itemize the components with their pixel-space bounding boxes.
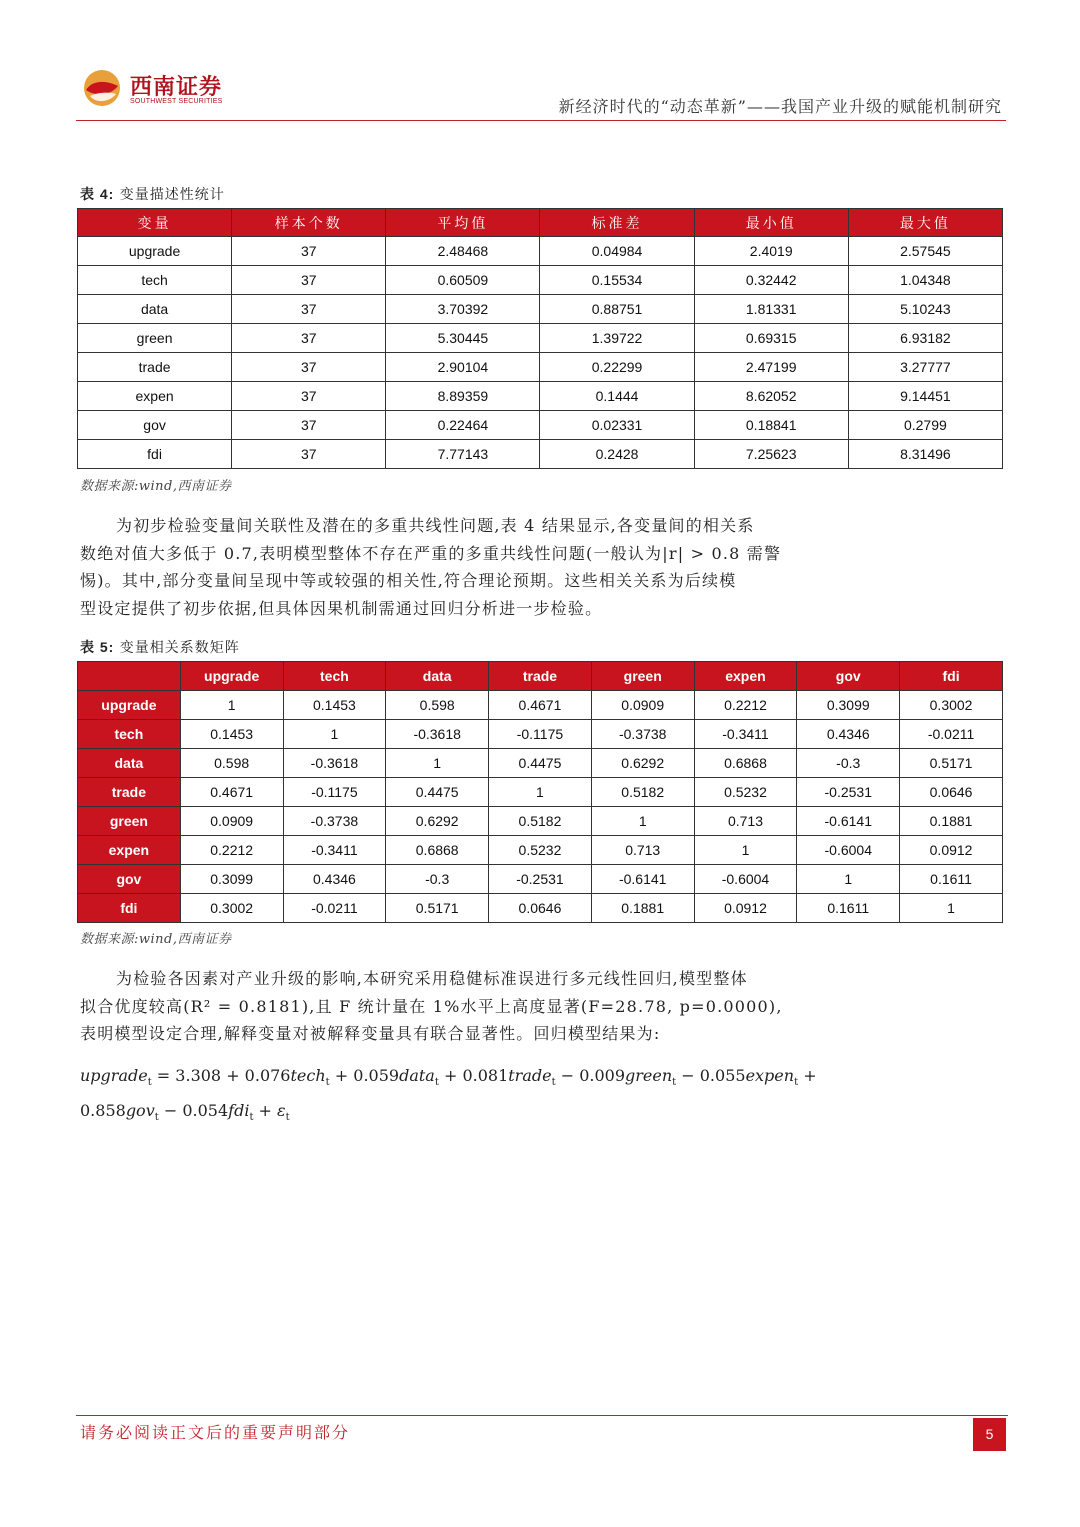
table-cell: 0.0646 bbox=[489, 894, 592, 923]
table-header-cell: trade bbox=[489, 662, 592, 691]
table-cell: -0.3411 bbox=[694, 720, 797, 749]
paragraph-line: 型设定提供了初步依据,但具体因果机制需通过回归分析进一步检验。 bbox=[80, 598, 603, 618]
table-cell: -0.6141 bbox=[591, 865, 694, 894]
disclaimer-notice: 请务必阅读正文后的重要声明部分 bbox=[80, 1423, 351, 1442]
table-cell: 0.4671 bbox=[180, 778, 283, 807]
table-cell: 0.2212 bbox=[180, 836, 283, 865]
row-label-cell: fdi bbox=[78, 440, 232, 469]
table-header-cell: 变量 bbox=[78, 209, 232, 237]
table-cell: 0.1881 bbox=[591, 894, 694, 923]
table-cell: 37 bbox=[232, 295, 386, 324]
table-cell: 0.5182 bbox=[489, 807, 592, 836]
row-label-cell: trade bbox=[78, 778, 181, 807]
table-row bbox=[78, 353, 1003, 382]
row-label-cell: tech bbox=[78, 266, 232, 295]
table4-caption bbox=[80, 184, 225, 204]
table-cell: 37 bbox=[232, 382, 386, 411]
table-cell: 0.4475 bbox=[489, 749, 592, 778]
table-cell: 0.18841 bbox=[694, 411, 848, 440]
table4-caption-prefix: 表 4: bbox=[80, 186, 115, 202]
row-label-cell: expen bbox=[78, 836, 181, 865]
table-cell: 37 bbox=[232, 266, 386, 295]
table-cell: 0.0912 bbox=[694, 894, 797, 923]
paragraph-regression bbox=[80, 965, 820, 1048]
table-cell: 0.2212 bbox=[694, 691, 797, 720]
table-row bbox=[78, 807, 1003, 836]
table-cell: 0.88751 bbox=[540, 295, 694, 324]
table-cell: 1 bbox=[591, 807, 694, 836]
table-cell: 0.1453 bbox=[283, 691, 386, 720]
table-cell: 8.31496 bbox=[848, 440, 1002, 469]
table-cell: 8.89359 bbox=[386, 382, 540, 411]
table-cell: -0.2531 bbox=[489, 865, 592, 894]
equation-lhs: upgrade$_t$ bbox=[80, 1066, 152, 1089]
equation-line: upgrade$_t$ = 3.308 + 0.076tech$_t$ + 0.059data$_t$ + 0.081trade$_t$ − 0.009green$_t$ − 0.055expen$_t$ + bbox=[80, 1066, 817, 1089]
table-cell: 3.27777 bbox=[848, 353, 1002, 382]
table-cell: 0.1611 bbox=[900, 865, 1003, 894]
table-cell: 0.1453 bbox=[180, 720, 283, 749]
table-cell: 37 bbox=[232, 237, 386, 266]
table-header-cell: data bbox=[386, 662, 489, 691]
table-row bbox=[78, 749, 1003, 778]
table-cell: -0.0211 bbox=[283, 894, 386, 923]
table-cell: 1 bbox=[900, 894, 1003, 923]
table-header-row bbox=[78, 662, 1003, 691]
row-label-cell: upgrade bbox=[78, 691, 181, 720]
table-cell: 1.81331 bbox=[694, 295, 848, 324]
table-header-cell bbox=[78, 662, 181, 691]
table-cell: 0.0912 bbox=[900, 836, 1003, 865]
table-cell: 1 bbox=[694, 836, 797, 865]
table-row bbox=[78, 266, 1003, 295]
table-row bbox=[78, 237, 1003, 266]
logo-chinese-name: 西南证券 bbox=[130, 74, 223, 100]
table-cell: 3.70392 bbox=[386, 295, 540, 324]
table-row bbox=[78, 836, 1003, 865]
equation-line: $0.858gov_t - 0.054fdi_t + \varepsilon_t$ bbox=[80, 1101, 290, 1124]
table-cell: 0.2428 bbox=[540, 440, 694, 469]
table-cell: 37 bbox=[232, 353, 386, 382]
table-cell: 0.5232 bbox=[489, 836, 592, 865]
table-cell: 0.1444 bbox=[540, 382, 694, 411]
table-cell: 0.6292 bbox=[591, 749, 694, 778]
row-label-cell: gov bbox=[78, 865, 181, 894]
table-cell: -0.3738 bbox=[283, 807, 386, 836]
table-cell: 2.47199 bbox=[694, 353, 848, 382]
table-row bbox=[78, 720, 1003, 749]
row-label-cell: data bbox=[78, 749, 181, 778]
table-cell: 8.62052 bbox=[694, 382, 848, 411]
table-header-cell: gov bbox=[797, 662, 900, 691]
row-label-cell: green bbox=[78, 807, 181, 836]
correlation-matrix-table bbox=[77, 661, 1003, 923]
table-cell: 0.5171 bbox=[386, 894, 489, 923]
table5-caption-text: 变量相关系数矩阵 bbox=[119, 640, 240, 656]
table-cell: 0.598 bbox=[386, 691, 489, 720]
table-row bbox=[78, 411, 1003, 440]
table-cell: 0.6292 bbox=[386, 807, 489, 836]
table-cell: 5.30445 bbox=[386, 324, 540, 353]
table-cell: 0.02331 bbox=[540, 411, 694, 440]
table-cell: -0.3738 bbox=[591, 720, 694, 749]
table-cell: 5.10243 bbox=[848, 295, 1002, 324]
table-cell: 1 bbox=[180, 691, 283, 720]
table-header-cell: 标准差 bbox=[540, 209, 694, 237]
table-cell: 0.713 bbox=[694, 807, 797, 836]
table-cell: -0.6004 bbox=[694, 865, 797, 894]
table-cell: 0.4346 bbox=[283, 865, 386, 894]
paragraph-line: 表明模型设定合理,解释变量对被解释变量具有联合显著性。回归模型结果为: bbox=[80, 1024, 661, 1043]
table-cell: 0.5232 bbox=[694, 778, 797, 807]
table-cell: -0.3618 bbox=[283, 749, 386, 778]
table-cell: 1 bbox=[489, 778, 592, 807]
table-cell: 0.713 bbox=[591, 836, 694, 865]
row-label-cell: gov bbox=[78, 411, 232, 440]
table-cell: 0.0909 bbox=[591, 691, 694, 720]
table-cell: 0.3099 bbox=[180, 865, 283, 894]
table-cell: 0.4475 bbox=[386, 778, 489, 807]
table-cell: 0.69315 bbox=[694, 324, 848, 353]
table-header-cell: 样本个数 bbox=[232, 209, 386, 237]
table-cell: 0.4671 bbox=[489, 691, 592, 720]
paragraph-line: 拟合优度较高(R² = 0.8181),且 F 统计量在 1%水平上高度显著(F=28.78, p=0.0000), bbox=[80, 996, 783, 1016]
table-cell: 0.5171 bbox=[900, 749, 1003, 778]
table-row bbox=[78, 440, 1003, 469]
table-row bbox=[78, 865, 1003, 894]
table-cell: -0.3411 bbox=[283, 836, 386, 865]
table-cell: 0.4346 bbox=[797, 720, 900, 749]
table-cell: -0.1175 bbox=[283, 778, 386, 807]
table-cell: -0.1175 bbox=[489, 720, 592, 749]
table-cell: 0.5182 bbox=[591, 778, 694, 807]
table-cell: 7.77143 bbox=[386, 440, 540, 469]
table5-caption-prefix: 表 5: bbox=[80, 639, 115, 655]
table-header-cell: upgrade bbox=[180, 662, 283, 691]
table-cell: 0.3002 bbox=[900, 691, 1003, 720]
table-cell: 2.4019 bbox=[694, 237, 848, 266]
table-cell: 0.1881 bbox=[900, 807, 1003, 836]
table-cell: 1.04348 bbox=[848, 266, 1002, 295]
descriptive-stats-table bbox=[77, 208, 1003, 469]
table-header-row bbox=[78, 209, 1003, 237]
table-cell: 37 bbox=[232, 411, 386, 440]
table5-caption bbox=[80, 637, 240, 657]
paragraph-line: 为检验各因素对产业升级的影响,本研究采用稳健标准误进行多元线性回归,模型整体 bbox=[116, 969, 748, 988]
header-divider bbox=[76, 120, 1006, 121]
table-row bbox=[78, 778, 1003, 807]
row-label-cell: data bbox=[78, 295, 232, 324]
table-cell: 0.3002 bbox=[180, 894, 283, 923]
table-cell: 7.25623 bbox=[694, 440, 848, 469]
table-cell: -0.2531 bbox=[797, 778, 900, 807]
table-cell: 0.598 bbox=[180, 749, 283, 778]
regression-equation bbox=[80, 1062, 817, 1132]
table-header-cell: 最大值 bbox=[848, 209, 1002, 237]
footer-divider bbox=[76, 1415, 1008, 1416]
table-cell: 9.14451 bbox=[848, 382, 1002, 411]
table4-caption-text: 变量描述性统计 bbox=[119, 187, 225, 203]
table-header-cell: green bbox=[591, 662, 694, 691]
logo-emblem-icon bbox=[82, 68, 122, 108]
row-label-cell: fdi bbox=[78, 894, 181, 923]
table-cell: 2.90104 bbox=[386, 353, 540, 382]
table-cell: 0.60509 bbox=[386, 266, 540, 295]
table-cell: 0.22299 bbox=[540, 353, 694, 382]
table-cell: 1 bbox=[797, 865, 900, 894]
table-cell: 0.6868 bbox=[694, 749, 797, 778]
table-cell: 0.2799 bbox=[848, 411, 1002, 440]
page-number: 5 bbox=[973, 1418, 1006, 1451]
table-cell: -0.0211 bbox=[900, 720, 1003, 749]
table-row bbox=[78, 324, 1003, 353]
table-cell: 2.48468 bbox=[386, 237, 540, 266]
row-label-cell: upgrade bbox=[78, 237, 232, 266]
table-cell: 37 bbox=[232, 324, 386, 353]
row-label-cell: expen bbox=[78, 382, 232, 411]
table5-source: 数据来源:wind,西南证券 bbox=[80, 932, 232, 947]
table-row bbox=[78, 295, 1003, 324]
table-header-cell: 最小值 bbox=[694, 209, 848, 237]
row-label-cell: tech bbox=[78, 720, 181, 749]
paragraph-correlation bbox=[80, 512, 820, 622]
table-cell: 2.57545 bbox=[848, 237, 1002, 266]
table-cell: -0.3618 bbox=[386, 720, 489, 749]
table-header-cell: expen bbox=[694, 662, 797, 691]
table-cell: 6.93182 bbox=[848, 324, 1002, 353]
paragraph-line: 数绝对值大多低于 0.7,表明模型整体不存在严重的多重共线性问题(一般认为|r| > 0.8 需警 bbox=[80, 543, 782, 563]
table-cell: 1 bbox=[283, 720, 386, 749]
table-cell: -0.3 bbox=[797, 749, 900, 778]
company-logo bbox=[82, 66, 222, 112]
table-cell: 0.32442 bbox=[694, 266, 848, 295]
table-cell: -0.6141 bbox=[797, 807, 900, 836]
row-label-cell: green bbox=[78, 324, 232, 353]
logo-english-name: SOUTHWEST SECURITIES bbox=[130, 98, 223, 105]
report-title: 新经济时代的“动态革新”——我国产业升级的赋能机制研究 bbox=[558, 97, 1002, 116]
table-cell: 0.1611 bbox=[797, 894, 900, 923]
table-cell: 0.3099 bbox=[797, 691, 900, 720]
table-cell: -0.6004 bbox=[797, 836, 900, 865]
table-header-cell: fdi bbox=[900, 662, 1003, 691]
table-cell: -0.3 bbox=[386, 865, 489, 894]
table-cell: 1.39722 bbox=[540, 324, 694, 353]
table4-source: 数据来源:wind,西南证券 bbox=[80, 479, 232, 494]
paragraph-line: 惕)。其中,部分变量间呈现中等或较强的相关性,符合理论预期。这些相关关系为后续模 bbox=[80, 571, 737, 590]
table-row bbox=[78, 894, 1003, 923]
table-header-cell: 平均值 bbox=[386, 209, 540, 237]
table-cell: 37 bbox=[232, 440, 386, 469]
table-cell: 1 bbox=[386, 749, 489, 778]
table-row bbox=[78, 691, 1003, 720]
table-header-cell: tech bbox=[283, 662, 386, 691]
table-cell: 0.6868 bbox=[386, 836, 489, 865]
table-cell: 0.15534 bbox=[540, 266, 694, 295]
paragraph-line: 为初步检验变量间关联性及潜在的多重共线性问题,表 4 结果显示,各变量间的相关系 bbox=[116, 516, 755, 535]
table-cell: 0.04984 bbox=[540, 237, 694, 266]
table-cell: 0.0646 bbox=[900, 778, 1003, 807]
row-label-cell: trade bbox=[78, 353, 232, 382]
table-cell: 0.22464 bbox=[386, 411, 540, 440]
table-row bbox=[78, 382, 1003, 411]
table-cell: 0.0909 bbox=[180, 807, 283, 836]
